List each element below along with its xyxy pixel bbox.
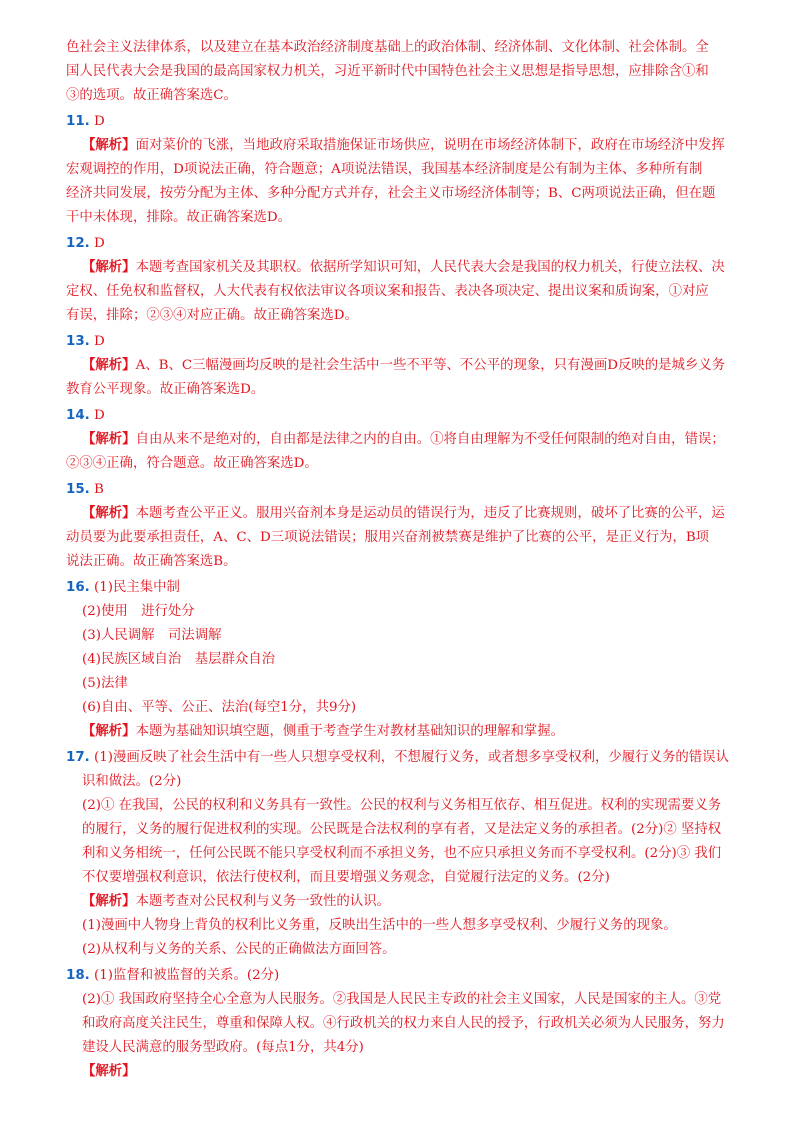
question-header bbox=[66, 330, 746, 354]
answer-line: (1)漫画反映了社会生活中有一些人只想享受权利，不想履行义务，或者想多享受权利，少履行义务的错误认 bbox=[94, 750, 729, 765]
intro-paragraph bbox=[66, 36, 746, 108]
analysis-line: 【解析】A、B、C三幅漫画均反映的是社会生活中一些不平等、不公平的现象，只有漫画D反映的是城乡义务 bbox=[82, 358, 726, 373]
answer-letter: D bbox=[94, 334, 105, 349]
analysis-line bbox=[66, 1060, 746, 1084]
analysis-line: 干中未体现，排除。故正确答案选D。 bbox=[66, 210, 291, 225]
text-line: 国人民代表大会是我国的最高国家权力机关，习近平新时代中国特色社会主义思想是指导思想，应排除含①和 bbox=[66, 64, 709, 79]
answer-letter: B bbox=[94, 482, 104, 497]
answer-line: 不仅要增强权利意识，依法行使权利，而且要增强义务观念，自觉履行法定的义务。(2分) bbox=[82, 870, 610, 885]
question-15 bbox=[66, 478, 746, 574]
question-number: 18. bbox=[66, 968, 90, 983]
analysis-line: 【解析】本题考查公平正义。服用兴奋剂本身是运动员的错误行为，违反了比赛规则，破坏了比赛的公平，运 bbox=[82, 506, 725, 521]
question-number: 11. bbox=[66, 114, 90, 129]
answer-line: 建设人民满意的服务型政府。(每点1分，共4分) bbox=[82, 1040, 364, 1055]
question-number: 13. bbox=[66, 334, 90, 349]
analysis-line: 说法正确。故正确答案选B。 bbox=[66, 554, 237, 569]
analysis-line: (2)从权利与义务的关系、公民的正确做法方面回答。 bbox=[82, 942, 396, 957]
question-number: 15. bbox=[66, 482, 90, 497]
question-number: 16. bbox=[66, 580, 90, 595]
question-number: 12. bbox=[66, 236, 90, 251]
answer-content bbox=[66, 36, 746, 1084]
question-header bbox=[66, 746, 746, 770]
question-header bbox=[66, 478, 746, 502]
analysis-line: 宏观调控的作用，D项说法正确，符合题意；A项说法错误，我国基本经济制度是公有制为主体、多种所有制 bbox=[66, 162, 703, 177]
question-16 bbox=[66, 576, 746, 744]
analysis-tag: 【解析】 bbox=[82, 260, 136, 275]
question-number: 17. bbox=[66, 750, 90, 765]
analysis-tag: 【解析】 bbox=[82, 894, 136, 909]
question-header bbox=[66, 232, 746, 256]
question-header bbox=[66, 110, 746, 134]
analysis-line: 定权、任免权和监督权，人大代表有权依法审议各项议案和报告、表决各项决定、提出议案和质询案，①对应 bbox=[66, 284, 709, 299]
analysis-line: 有误，排除；②③④对应正确。故正确答案选D。 bbox=[66, 308, 358, 323]
answer-line: 和政府高度关注民生，尊重和保障人权。④行政机关的权力来自人民的授予，行政机关必须为人民服务，努力 bbox=[82, 1016, 725, 1031]
answer-line: (5)法律 bbox=[82, 676, 128, 691]
analysis-line: ②③④正确，符合题意。故正确答案选D。 bbox=[66, 456, 318, 471]
analysis-line: 【解析】自由从来不是绝对的，自由都是法律之内的自由。①将自由理解为不受任何限制的绝对自由，错误； bbox=[82, 432, 725, 447]
answer-line: (2)① 我国政府坚持全心全意为人民服务。②我国是人民民主专政的社会主义国家，人民是国家的主人。③党 bbox=[82, 992, 722, 1007]
answer-line: (6)自由、平等、公正、法治(每空1分，共9分) bbox=[82, 700, 357, 715]
analysis-line: 动员要为此要承担责任，A、C、D三项说法错误；服用兴奋剂被禁赛是维护了比赛的公平，是正义行为，B项 bbox=[66, 530, 710, 545]
analysis-tag: 【解析】 bbox=[82, 358, 136, 373]
question-18 bbox=[66, 964, 746, 1084]
answer-line: 的履行，义务的履行促进权利的实现。公民既是合法权利的享有者，又是法定义务的承担者。(2分)② 坚持权 bbox=[82, 822, 722, 837]
analysis-tag: 【解析】 bbox=[82, 432, 136, 447]
question-11 bbox=[66, 110, 746, 230]
analysis-line: 【解析】本题考查国家机关及其职权。依据所学知识可知，人民代表大会是我国的权力机关，行使立法权、决 bbox=[82, 260, 725, 275]
answer-letter: D bbox=[94, 236, 105, 251]
analysis-line: 教育公平现象。故正确答案选D。 bbox=[66, 382, 265, 397]
text-line: 色社会主义法律体系，以及建立在基本政治经济制度基础上的政治体制、经济体制、文化体制、社会体制。全 bbox=[66, 40, 709, 55]
question-14 bbox=[66, 404, 746, 476]
analysis-line: 【解析】本题考查对公民权利与义务一致性的认识。 bbox=[82, 894, 390, 909]
analysis-line: 【解析】面对菜价的飞涨，当地政府采取措施保证市场供应，说明在市场经济体制下，政府在市场经济中发挥 bbox=[82, 138, 725, 153]
analysis-line: (1)漫画中人物身上背负的权利比义务重，反映出生活中的一些人想多享受权利、少履行义务的现象。 bbox=[82, 918, 677, 933]
answer-line: 识和做法。(2分) bbox=[82, 774, 182, 789]
answer-line: (3)人民调解 司法调解 bbox=[82, 628, 222, 643]
text-line: ③的选项。故正确答案选C。 bbox=[66, 88, 237, 103]
answer-letter: D bbox=[94, 114, 105, 129]
question-header bbox=[66, 404, 746, 428]
answer-line: (1)民主集中制 bbox=[94, 580, 180, 595]
answer-line: (2)使用 进行处分 bbox=[82, 604, 195, 619]
answer-line: (4)民族区域自治 基层群众自治 bbox=[82, 652, 276, 667]
question-17 bbox=[66, 746, 746, 962]
answer-line: (1)监督和被监督的关系。(2分) bbox=[94, 968, 280, 983]
question-number: 14. bbox=[66, 408, 90, 423]
analysis-tag: 【解析】 bbox=[82, 506, 136, 521]
analysis-line: 【解析】本题为基础知识填空题，侧重于考查学生对教材基础知识的理解和掌握。 bbox=[82, 724, 565, 739]
answer-line: 利和义务相统一，任何公民既不能只享受权利而不承担义务，也不应只承担义务而不享受权利。(2分)③ 我们 bbox=[82, 846, 722, 861]
question-12 bbox=[66, 232, 746, 328]
answer-line: (2)① 在我国，公民的权利和义务具有一致性。公民的权利与义务相互依存、相互促进。权利的实现需要义务 bbox=[82, 798, 722, 813]
analysis-tag: 【解析】 bbox=[82, 1064, 136, 1079]
analysis-tag: 【解析】 bbox=[82, 724, 136, 739]
question-header bbox=[66, 964, 746, 988]
analysis-line: 经济共同发展，按劳分配为主体、多种分配方式并存，社会主义市场经济体制等；B、C两项说法正确，但在题 bbox=[66, 186, 716, 201]
question-13 bbox=[66, 330, 746, 402]
question-header bbox=[66, 576, 746, 600]
analysis-tag: 【解析】 bbox=[82, 138, 136, 153]
answer-letter: D bbox=[94, 408, 105, 423]
